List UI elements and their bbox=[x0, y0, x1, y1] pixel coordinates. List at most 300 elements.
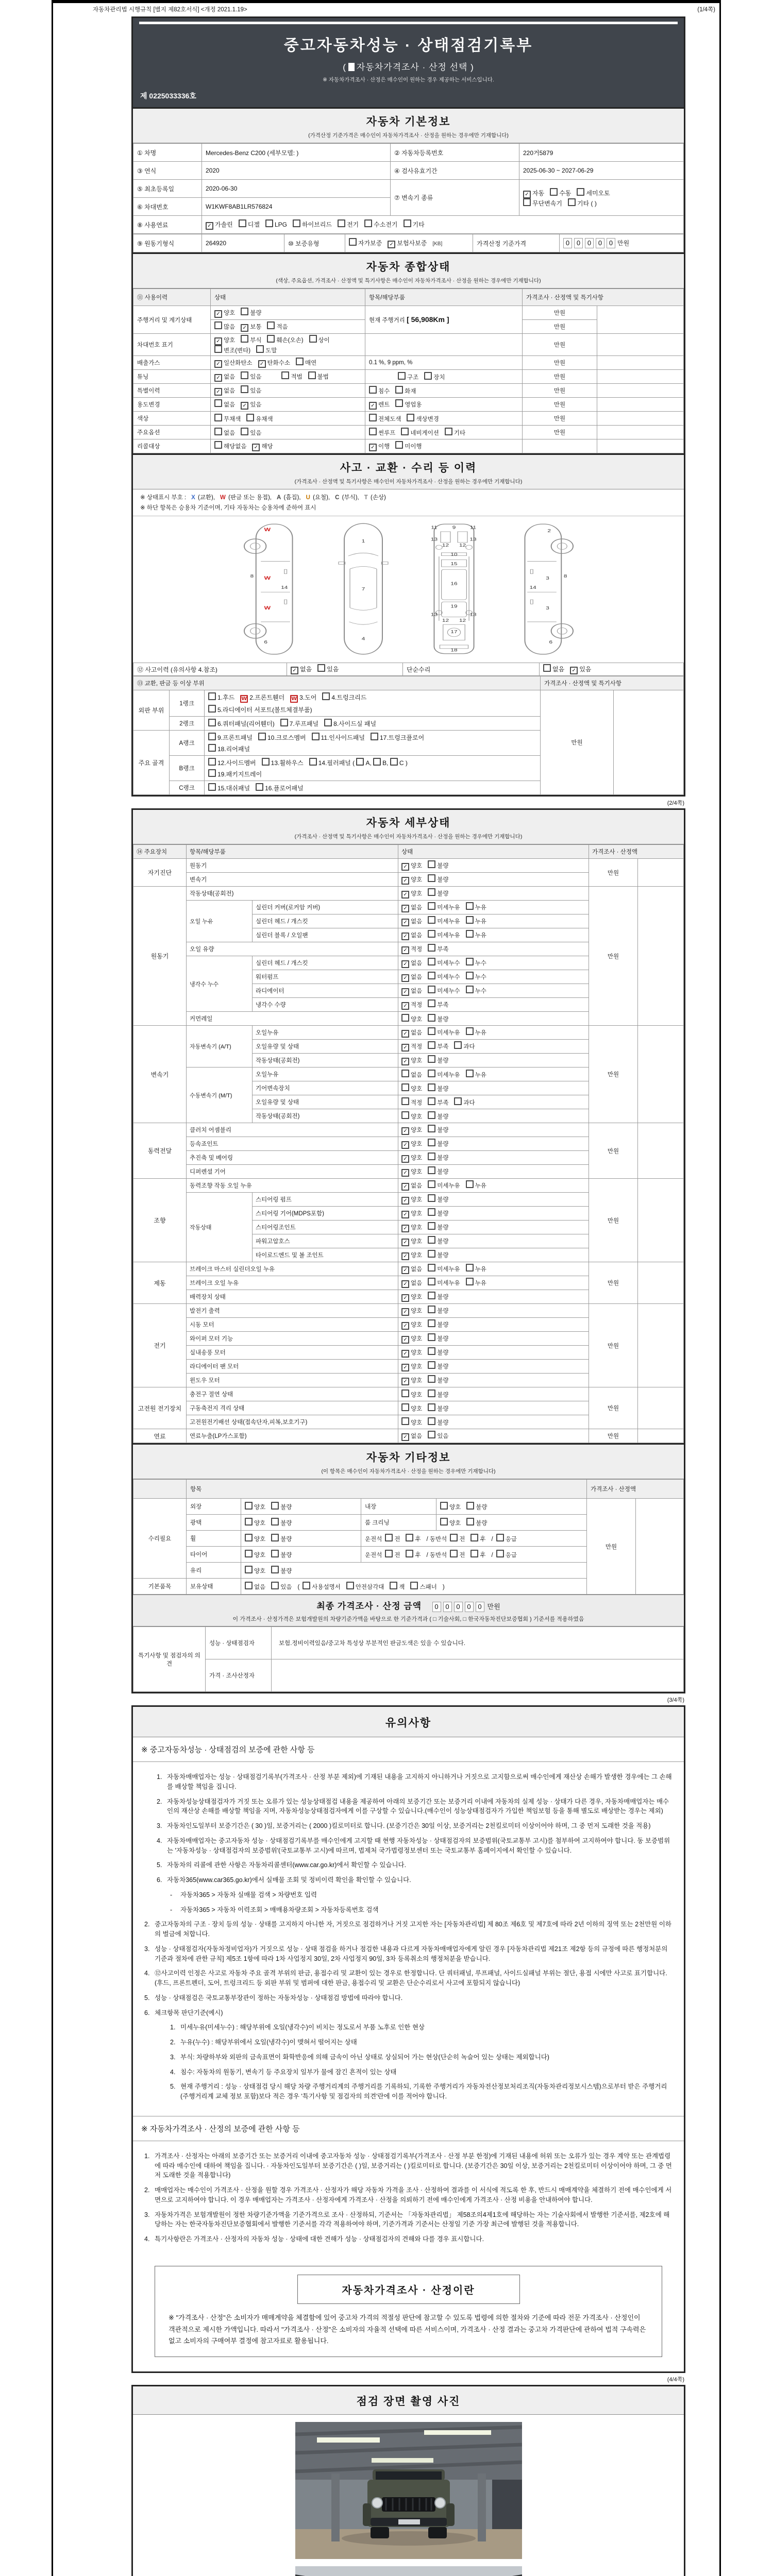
checkbox[interactable] bbox=[428, 888, 435, 896]
option-label: 없음 bbox=[411, 960, 423, 967]
checkbox[interactable] bbox=[428, 1014, 435, 1022]
inspector-role: 성능 · 상태점검자 bbox=[206, 1627, 272, 1659]
checkbox[interactable] bbox=[428, 1194, 435, 1202]
checkbox[interactable] bbox=[241, 335, 248, 343]
checkbox[interactable] bbox=[428, 944, 435, 952]
checkbox[interactable]: ✓ bbox=[401, 1294, 409, 1302]
checkbox[interactable] bbox=[246, 414, 254, 421]
checkbox[interactable] bbox=[428, 1041, 435, 1049]
checkbox[interactable] bbox=[390, 758, 398, 766]
checkbox[interactable] bbox=[401, 1083, 409, 1091]
option-label: 불량 bbox=[437, 1127, 449, 1133]
checkbox[interactable]: ✓ bbox=[401, 1127, 409, 1135]
option bbox=[239, 221, 260, 228]
document-body bbox=[131, 16, 685, 2576]
checkbox[interactable]: ✓ bbox=[401, 1350, 409, 1358]
checkbox[interactable]: ✓ bbox=[401, 1225, 409, 1232]
device-group-label: 연료 bbox=[133, 1429, 187, 1443]
option-label: 1.후드 bbox=[217, 694, 235, 701]
checkbox[interactable] bbox=[470, 1534, 478, 1541]
checkbox[interactable]: ✓ bbox=[401, 1322, 409, 1330]
checkbox[interactable] bbox=[428, 902, 435, 910]
option-label: 하이브리드 bbox=[301, 221, 332, 228]
checkbox[interactable]: ✓ bbox=[401, 1308, 409, 1316]
checkbox[interactable] bbox=[373, 758, 381, 766]
checkbox[interactable] bbox=[466, 902, 474, 910]
checkbox[interactable] bbox=[450, 1550, 458, 1557]
item-label: 스티어링조인트 bbox=[253, 1221, 398, 1234]
checkbox[interactable] bbox=[324, 719, 332, 726]
checkbox[interactable] bbox=[428, 1180, 435, 1188]
option-label: 불량 bbox=[437, 1406, 449, 1412]
checkbox[interactable]: ✓ bbox=[401, 1378, 409, 1385]
checkbox[interactable] bbox=[466, 1180, 474, 1188]
checkbox[interactable] bbox=[281, 371, 289, 379]
checkbox[interactable] bbox=[390, 1582, 397, 1589]
option-label: 불량 bbox=[437, 1364, 449, 1370]
checkbox[interactable]: ✓ bbox=[570, 667, 578, 674]
page-top-rule bbox=[52, 0, 721, 3]
checkbox[interactable] bbox=[267, 335, 275, 343]
checkbox[interactable]: ✓ bbox=[401, 1252, 409, 1260]
checkbox[interactable] bbox=[309, 335, 317, 343]
simple-repair-label: 단순수리 bbox=[403, 663, 540, 676]
notice-text: 특기사항란은 가격조사 · 산정자의 자동차 성능 · 상태에 대한 견해가 성능 · 상태점검자의 견해와 다를 경우 표시합니다. bbox=[155, 2235, 484, 2243]
checkbox[interactable] bbox=[401, 428, 409, 435]
option bbox=[401, 988, 422, 994]
checkbox[interactable] bbox=[450, 1534, 458, 1541]
option-label: 불량 bbox=[280, 1520, 292, 1527]
checkbox[interactable]: ✓ bbox=[401, 1155, 409, 1163]
detail-row bbox=[133, 1387, 684, 1401]
checkbox[interactable] bbox=[338, 219, 345, 227]
checkbox[interactable] bbox=[369, 414, 377, 421]
option-label: 11.인사이드패널 bbox=[321, 734, 365, 741]
checkbox[interactable] bbox=[410, 1582, 418, 1589]
checkbox[interactable]: ✓ bbox=[401, 974, 409, 982]
option bbox=[395, 402, 422, 408]
checkbox[interactable] bbox=[428, 860, 435, 868]
checkbox[interactable] bbox=[428, 1347, 435, 1355]
damage-code-desc: (흠집), bbox=[282, 495, 301, 501]
checkbox[interactable] bbox=[214, 345, 222, 353]
option-label: 불량 bbox=[280, 1536, 292, 1543]
checkbox[interactable]: ✓ bbox=[369, 444, 377, 451]
checkbox[interactable] bbox=[428, 1403, 435, 1411]
checkbox[interactable]: ✓ bbox=[401, 1197, 409, 1205]
checkbox[interactable] bbox=[401, 1111, 409, 1119]
checkbox[interactable] bbox=[523, 198, 531, 206]
item-label: 시동 모터 bbox=[187, 1318, 398, 1332]
group-label: 기본품목 bbox=[133, 1579, 187, 1595]
checkbox[interactable] bbox=[309, 758, 317, 766]
checkbox[interactable]: ✓ bbox=[291, 667, 298, 674]
checkbox[interactable]: ✓ bbox=[388, 241, 395, 248]
checkbox[interactable] bbox=[440, 1518, 448, 1526]
checkbox[interactable] bbox=[577, 188, 584, 196]
checkbox[interactable] bbox=[267, 321, 275, 329]
checkbox[interactable] bbox=[428, 958, 435, 965]
checkbox[interactable] bbox=[428, 1361, 435, 1369]
checkbox[interactable] bbox=[256, 345, 264, 353]
option bbox=[543, 666, 564, 673]
checkbox[interactable]: ✓ bbox=[401, 1433, 409, 1441]
option-label: 13.휠하우스 bbox=[271, 759, 304, 767]
item-label: 워터펌프 bbox=[253, 970, 398, 984]
checkbox[interactable]: ✓ bbox=[401, 891, 409, 899]
checkbox[interactable]: ✓ bbox=[214, 360, 222, 368]
checkbox[interactable] bbox=[245, 1534, 253, 1541]
checkbox[interactable]: ✓ bbox=[401, 905, 409, 912]
checkbox[interactable] bbox=[428, 1166, 435, 1174]
checkbox[interactable] bbox=[428, 1083, 435, 1091]
option-label: 없음 bbox=[224, 374, 236, 380]
checkbox[interactable] bbox=[466, 916, 474, 924]
checkbox[interactable] bbox=[543, 664, 551, 672]
option bbox=[401, 1127, 422, 1133]
checkbox[interactable] bbox=[308, 371, 316, 379]
checkbox[interactable] bbox=[428, 1431, 435, 1438]
checkbox[interactable] bbox=[208, 758, 216, 766]
checkbox[interactable] bbox=[214, 414, 222, 421]
checkbox[interactable] bbox=[395, 441, 403, 449]
checkbox[interactable]: ✓ bbox=[401, 988, 409, 996]
checkbox[interactable]: ✓ bbox=[401, 946, 409, 954]
inspection-photo-underside bbox=[295, 2566, 522, 2576]
checkbox[interactable]: ✓ bbox=[401, 863, 409, 871]
option-label: 양호 bbox=[411, 1058, 423, 1064]
option-label: 없음 bbox=[411, 1072, 423, 1078]
checkbox[interactable] bbox=[293, 219, 300, 227]
checkbox[interactable] bbox=[245, 1550, 253, 1557]
checkbox[interactable] bbox=[271, 1534, 279, 1541]
checkbox[interactable] bbox=[428, 874, 435, 882]
option bbox=[450, 1536, 465, 1543]
checkbox[interactable] bbox=[208, 719, 216, 726]
checkbox[interactable] bbox=[364, 219, 372, 227]
checkbox[interactable] bbox=[406, 1534, 413, 1541]
rank-label: 2랭크 bbox=[170, 717, 205, 731]
checkbox[interactable] bbox=[265, 219, 273, 227]
checkbox[interactable] bbox=[466, 1070, 474, 1077]
checkbox[interactable]: ✓ bbox=[523, 191, 531, 198]
checkbox[interactable] bbox=[428, 1125, 435, 1132]
checkbox[interactable] bbox=[245, 1566, 253, 1573]
option-label: 불량 bbox=[476, 1520, 488, 1527]
price-cell: 만원 bbox=[587, 1499, 636, 1595]
option-label: 적음 bbox=[276, 324, 288, 330]
option bbox=[424, 375, 445, 381]
checkbox[interactable]: ✓ bbox=[214, 310, 222, 318]
checkbox[interactable] bbox=[404, 219, 411, 227]
option-label: 적정 bbox=[411, 946, 423, 953]
item-label: 충전구 절연 상태 bbox=[187, 1387, 398, 1401]
checkbox[interactable] bbox=[395, 386, 403, 394]
checkbox[interactable] bbox=[466, 1502, 474, 1510]
checkbox[interactable]: ✓ bbox=[214, 374, 222, 382]
checkbox[interactable]: ✓ bbox=[401, 877, 409, 885]
amount-digit: 0 bbox=[432, 1602, 441, 1612]
option-label: 없음 bbox=[254, 1584, 266, 1590]
checkbox[interactable] bbox=[424, 372, 432, 380]
checkbox[interactable] bbox=[312, 733, 320, 740]
checkbox[interactable] bbox=[406, 1550, 413, 1557]
checkbox[interactable] bbox=[214, 321, 222, 329]
checkbox[interactable] bbox=[428, 1139, 435, 1146]
option-label: 불법 bbox=[317, 374, 329, 380]
checkbox[interactable] bbox=[401, 1417, 409, 1425]
option-label: 양호 bbox=[254, 1520, 266, 1527]
panel-number: 4 bbox=[361, 637, 365, 641]
checkbox[interactable] bbox=[407, 414, 414, 421]
checkbox[interactable] bbox=[385, 1550, 393, 1557]
checkbox[interactable] bbox=[550, 188, 558, 196]
checkbox[interactable] bbox=[208, 783, 216, 791]
checkbox[interactable]: ✓ bbox=[401, 1169, 409, 1177]
checkbox[interactable] bbox=[241, 371, 248, 379]
basic-info-table-2 bbox=[133, 234, 684, 252]
option-label: 양호 bbox=[411, 1239, 423, 1245]
checkbox[interactable]: ✓ bbox=[401, 919, 409, 926]
mileage-value: [ 56,908Km ] bbox=[407, 315, 449, 324]
checkbox[interactable] bbox=[466, 1027, 474, 1035]
checkbox[interactable] bbox=[428, 1319, 435, 1327]
checkbox[interactable] bbox=[428, 1027, 435, 1035]
checkbox[interactable] bbox=[470, 1550, 478, 1557]
checkbox[interactable] bbox=[428, 1278, 435, 1285]
checkbox[interactable] bbox=[428, 1389, 435, 1397]
panel-number: 17 bbox=[450, 630, 458, 635]
panel-number: 18 bbox=[450, 648, 458, 653]
checkbox[interactable] bbox=[271, 1502, 279, 1510]
option-label: 불량 bbox=[280, 1568, 292, 1574]
checkbox[interactable] bbox=[428, 1097, 435, 1105]
amount-digit: 0 bbox=[607, 238, 615, 248]
checkbox[interactable] bbox=[428, 986, 435, 993]
checkbox[interactable] bbox=[428, 1292, 435, 1299]
checkbox[interactable] bbox=[428, 930, 435, 938]
option-text: 운전석 bbox=[365, 1552, 382, 1558]
notes-cell bbox=[638, 1123, 684, 1179]
notice-item bbox=[170, 2053, 673, 2062]
checkbox[interactable] bbox=[428, 999, 435, 1007]
basic-info-title: 자동차 기본정보 bbox=[366, 116, 451, 128]
checkbox[interactable] bbox=[428, 1222, 435, 1230]
option bbox=[428, 1155, 448, 1161]
option-label: 19.패키지트레이 bbox=[217, 771, 262, 778]
checkbox[interactable] bbox=[262, 758, 270, 766]
notice-text: 침수: 자동차의 원동기, 변속기 등 주요장치 일부가 물에 잠긴 흔적이 있는 상태 bbox=[180, 2068, 397, 2076]
checkbox[interactable]: ✓ bbox=[401, 1044, 409, 1052]
item-label: 클러치 어셈블리 bbox=[187, 1123, 398, 1137]
checkbox[interactable] bbox=[401, 1070, 409, 1077]
table-row: 튜닝 ✓ 없음 있음 적법 불법 구조 장치 만원 bbox=[133, 370, 684, 384]
option bbox=[428, 1016, 448, 1023]
checkbox[interactable] bbox=[466, 972, 474, 979]
checkbox[interactable] bbox=[214, 399, 222, 407]
checkbox[interactable] bbox=[369, 428, 377, 435]
checkbox[interactable]: ✓ bbox=[401, 933, 409, 940]
checkbox[interactable]: ✓ bbox=[401, 1266, 409, 1274]
checkbox[interactable] bbox=[466, 958, 474, 965]
checkbox[interactable]: ✓ bbox=[252, 444, 260, 451]
checkbox[interactable]: ✓ bbox=[369, 402, 377, 410]
checkbox[interactable] bbox=[454, 1041, 462, 1049]
checkbox[interactable] bbox=[428, 1055, 435, 1063]
notice-number: 1. bbox=[144, 2152, 150, 2160]
option bbox=[214, 402, 235, 408]
checkbox[interactable] bbox=[496, 1534, 504, 1541]
option bbox=[466, 1183, 486, 1189]
checkbox[interactable] bbox=[428, 1375, 435, 1383]
panel-number: 9 bbox=[452, 526, 456, 531]
checkbox[interactable] bbox=[271, 1566, 279, 1573]
checkbox[interactable] bbox=[317, 664, 325, 672]
checkbox[interactable] bbox=[428, 916, 435, 924]
checkbox[interactable] bbox=[245, 1518, 253, 1526]
checkbox[interactable] bbox=[271, 1582, 279, 1589]
checkbox[interactable] bbox=[466, 1518, 474, 1526]
state-options bbox=[398, 1123, 589, 1137]
option-label: 양호 bbox=[411, 1197, 423, 1203]
checkbox[interactable]: ✓ bbox=[258, 360, 266, 368]
checkbox[interactable] bbox=[349, 238, 357, 246]
panel-number: 3 bbox=[545, 576, 549, 581]
checkbox[interactable] bbox=[428, 1153, 435, 1160]
w-damage-checkbox[interactable]: W bbox=[241, 696, 247, 702]
checkbox[interactable] bbox=[241, 385, 248, 393]
checkbox[interactable] bbox=[568, 198, 576, 206]
checkbox[interactable] bbox=[256, 783, 263, 791]
option-label: 후 bbox=[415, 1536, 421, 1543]
checkbox[interactable] bbox=[428, 1264, 435, 1272]
checkbox[interactable] bbox=[428, 1417, 435, 1425]
checkbox[interactable] bbox=[466, 930, 474, 938]
option-label: 불량 bbox=[437, 1211, 449, 1217]
option-label: 없음 bbox=[224, 388, 236, 394]
item-label: 타이로드엔드 및 볼 조인트 bbox=[253, 1248, 398, 1262]
option bbox=[401, 933, 422, 939]
notice-text: 자동차매매업자는 성능 · 상태점검기록부(가격조사 · 산정 부분 제외)에 기재된 내용을 고지하지 아니하거나 거짓으로 고지함으로써 매수인에게 재산상 손해가 발생한 경우에는 그 손해를 배상할 책임을 집니다. bbox=[167, 1773, 672, 1790]
checkbox[interactable] bbox=[271, 1550, 279, 1557]
checkbox[interactable]: ✓ bbox=[214, 337, 222, 345]
checkbox[interactable] bbox=[208, 769, 216, 777]
checkbox[interactable] bbox=[428, 1208, 435, 1216]
model-year-value: 2020 bbox=[202, 162, 391, 180]
checkbox[interactable]: ✓ bbox=[214, 388, 222, 396]
checkbox[interactable] bbox=[496, 1550, 504, 1557]
checkbox[interactable] bbox=[428, 1111, 435, 1119]
checkbox[interactable]: ✓ bbox=[401, 1336, 409, 1344]
checkbox[interactable] bbox=[440, 1502, 448, 1510]
price-cell: 만원 bbox=[589, 859, 638, 887]
checkbox[interactable] bbox=[398, 372, 406, 380]
checkbox[interactable] bbox=[208, 692, 216, 700]
w-damage-checkbox[interactable]: W bbox=[291, 696, 297, 702]
checkbox[interactable] bbox=[401, 1389, 409, 1397]
panel-number: 12 bbox=[459, 618, 466, 623]
checkbox[interactable]: ✓ bbox=[401, 960, 409, 968]
checkbox[interactable] bbox=[466, 1278, 474, 1285]
damage-code-desc: (손상) bbox=[368, 495, 386, 501]
checkbox[interactable] bbox=[346, 1582, 354, 1589]
checkbox[interactable]: ✓ bbox=[241, 324, 248, 332]
table-row: 배출가스 ✓ 일산화탄소 ✓ 탄화수소 매연 0.1 %, 9 ppm, % 만원 bbox=[133, 356, 684, 370]
checkbox[interactable]: ✓ bbox=[241, 402, 248, 410]
checkbox[interactable] bbox=[454, 1097, 462, 1105]
checkbox[interactable] bbox=[208, 705, 216, 713]
checkbox[interactable] bbox=[401, 1403, 409, 1411]
checkbox[interactable] bbox=[322, 692, 330, 700]
checkbox[interactable]: ✓ bbox=[401, 1141, 409, 1149]
checkbox[interactable] bbox=[214, 428, 222, 435]
checkbox[interactable] bbox=[466, 1264, 474, 1272]
option bbox=[214, 324, 235, 330]
checkbox[interactable]: ✓ bbox=[401, 1280, 409, 1288]
option-label: 16.플로어패널 bbox=[265, 785, 304, 792]
checkbox[interactable] bbox=[296, 358, 304, 365]
checkbox[interactable] bbox=[401, 1097, 409, 1105]
state-options bbox=[398, 1040, 589, 1054]
checkbox[interactable]: ✓ bbox=[401, 1364, 409, 1371]
checkbox[interactable] bbox=[385, 1534, 393, 1541]
option bbox=[577, 190, 610, 197]
notice-number: 2. bbox=[144, 1921, 150, 1928]
checkbox[interactable]: ✓ bbox=[401, 1239, 409, 1246]
checkbox[interactable] bbox=[271, 1518, 279, 1526]
checkbox[interactable] bbox=[239, 219, 246, 227]
checkbox[interactable] bbox=[428, 1236, 435, 1244]
subgroup-label: 냉각수 누수 bbox=[187, 956, 253, 1012]
checkbox[interactable]: ✓ bbox=[401, 1002, 409, 1010]
checkbox[interactable] bbox=[258, 733, 266, 740]
panel-number: 19 bbox=[450, 604, 458, 609]
checkbox[interactable]: ✓ bbox=[401, 1030, 409, 1038]
checkbox[interactable] bbox=[214, 441, 222, 449]
checkbox[interactable] bbox=[428, 1333, 435, 1341]
checkbox[interactable] bbox=[428, 1306, 435, 1313]
checkbox[interactable] bbox=[428, 972, 435, 979]
checkbox[interactable]: ✓ bbox=[206, 222, 213, 230]
checkbox[interactable] bbox=[208, 744, 216, 752]
checkbox[interactable] bbox=[428, 1250, 435, 1258]
checkbox[interactable] bbox=[428, 1070, 435, 1077]
item-label: 등속죠인트 bbox=[187, 1137, 398, 1151]
checkbox[interactable] bbox=[395, 399, 403, 407]
checkbox[interactable]: ✓ bbox=[401, 1183, 409, 1191]
checkbox[interactable]: ✓ bbox=[401, 1058, 409, 1065]
notice-item bbox=[144, 1944, 673, 1964]
checkbox[interactable] bbox=[401, 1014, 409, 1022]
checkbox[interactable] bbox=[371, 733, 378, 740]
checkbox[interactable] bbox=[208, 733, 216, 740]
checkbox[interactable]: ✓ bbox=[401, 1211, 409, 1218]
state-options bbox=[398, 1109, 589, 1123]
checkbox[interactable] bbox=[356, 758, 364, 766]
option bbox=[568, 200, 597, 207]
checkbox[interactable] bbox=[303, 1582, 310, 1589]
checkbox[interactable] bbox=[245, 1582, 253, 1589]
checkbox[interactable] bbox=[241, 428, 248, 435]
option bbox=[369, 402, 390, 408]
checkbox[interactable] bbox=[241, 308, 248, 315]
checkbox[interactable] bbox=[280, 719, 288, 726]
checkbox[interactable] bbox=[466, 986, 474, 993]
checkbox[interactable] bbox=[445, 428, 452, 435]
checkbox[interactable] bbox=[245, 1502, 253, 1510]
detail-row bbox=[133, 1262, 684, 1276]
checkbox[interactable] bbox=[369, 386, 377, 394]
